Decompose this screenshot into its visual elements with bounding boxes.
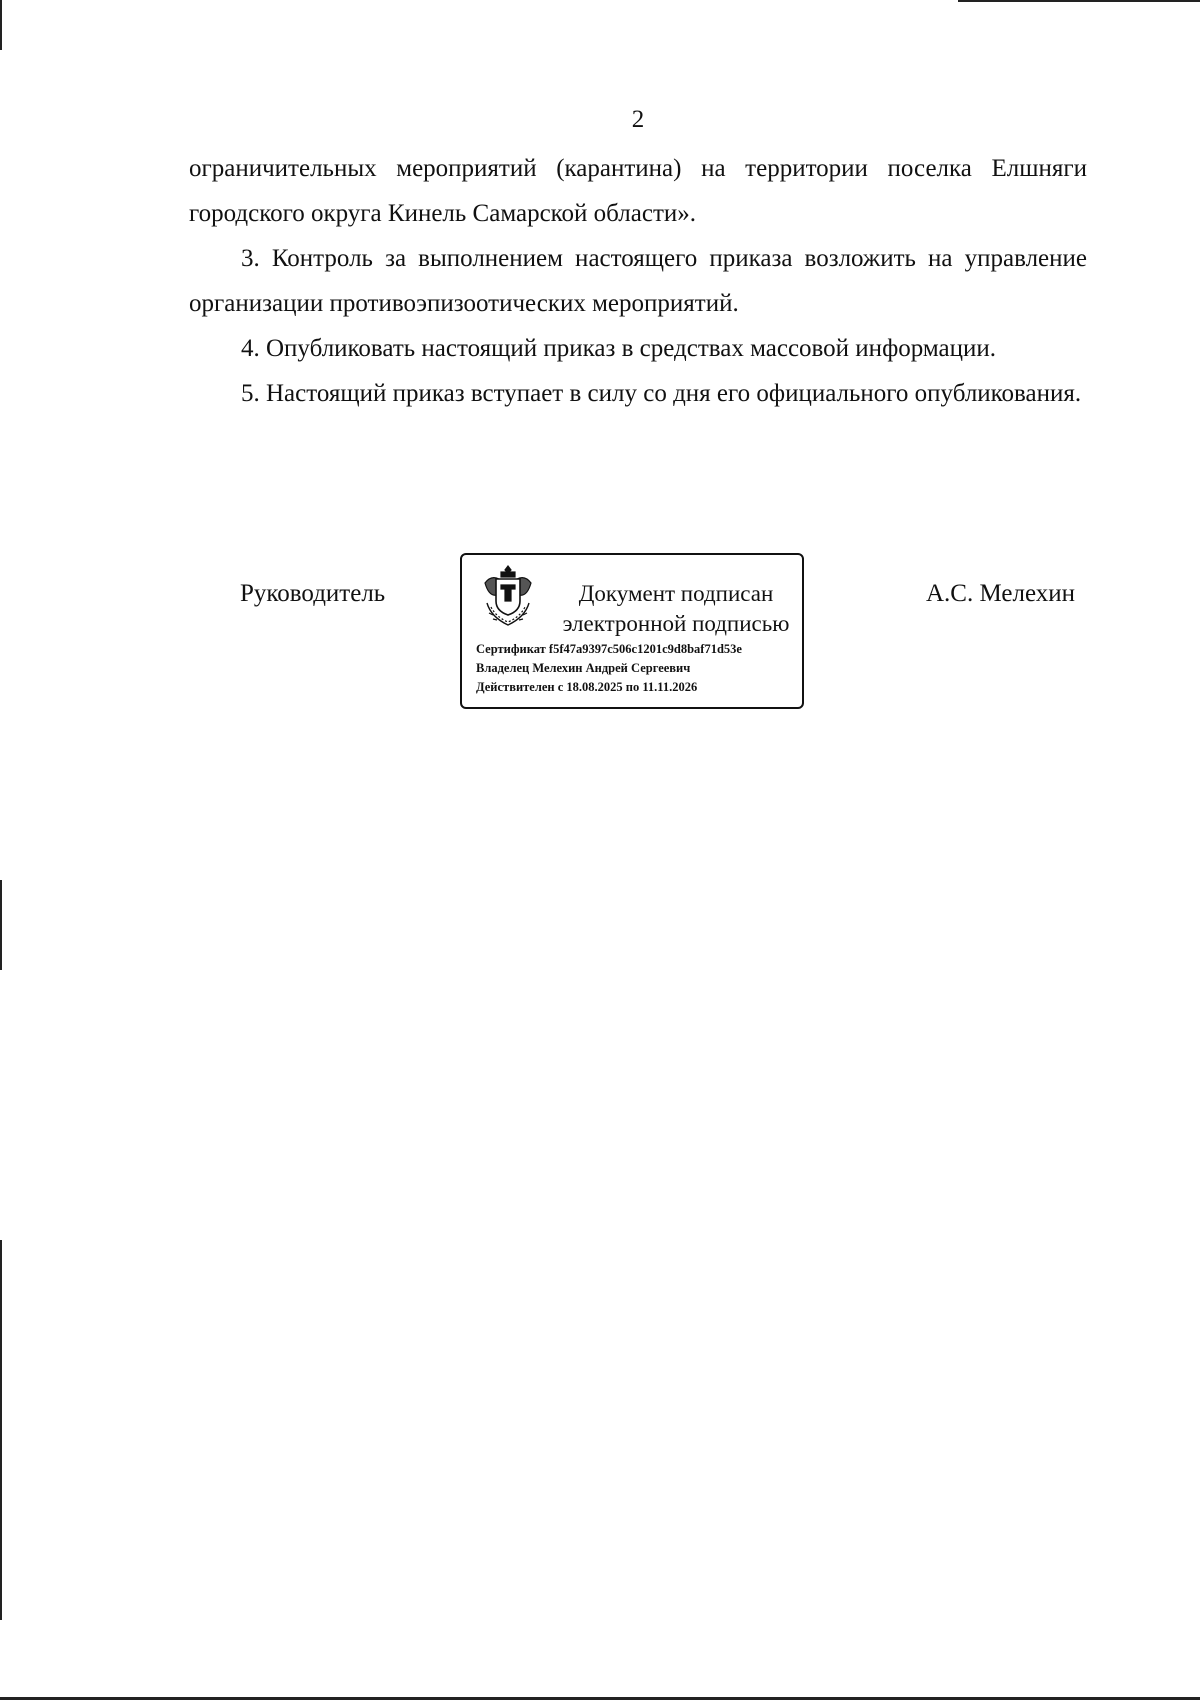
coat-of-arms-icon (479, 563, 537, 629)
stamp-heading (552, 579, 800, 639)
body-text (189, 146, 1087, 416)
paragraph-item-5: 5. Настоящий приказ вступает в силу со дня его официального опубликования. (241, 380, 1082, 407)
scan-edge-left (0, 1240, 2, 1620)
stamp-heading-line: электронной подписью (562, 611, 790, 636)
signer-position: Руководитель (240, 580, 386, 607)
electronic-signature-stamp (460, 553, 804, 709)
paragraph-item-4: 4. Опубликовать настоящий приказ в средствах массовой информации. (241, 335, 997, 362)
stamp-heading-line: Документ подписан (578, 581, 774, 606)
scan-edge-left (0, 880, 2, 970)
stamp-owner: Владелец Мелехин Андрей Сергеевич (476, 661, 691, 675)
paragraph-item-3: 3. Контроль за выполнением настоящего приказа возложить на управление организации противоэпизоотических мероприятий. (189, 245, 1087, 317)
stamp-validity: Действителен с 18.08.2025 по 11.11.2026 (476, 680, 698, 694)
paragraph-continuation: ограничительных мероприятий (карантина) на территории поселка Елшняги городского округа Кинель Самарской области». (189, 155, 1087, 227)
scan-edge-top (958, 0, 1200, 2)
stamp-certificate: Сертификат f5f47a9397c506c1201c9d8baf71d53e (476, 642, 742, 656)
signer-name: А.С. Мелехин (926, 580, 1075, 607)
page-number: 2 (631, 106, 645, 133)
scan-edge-left (0, 0, 2, 50)
